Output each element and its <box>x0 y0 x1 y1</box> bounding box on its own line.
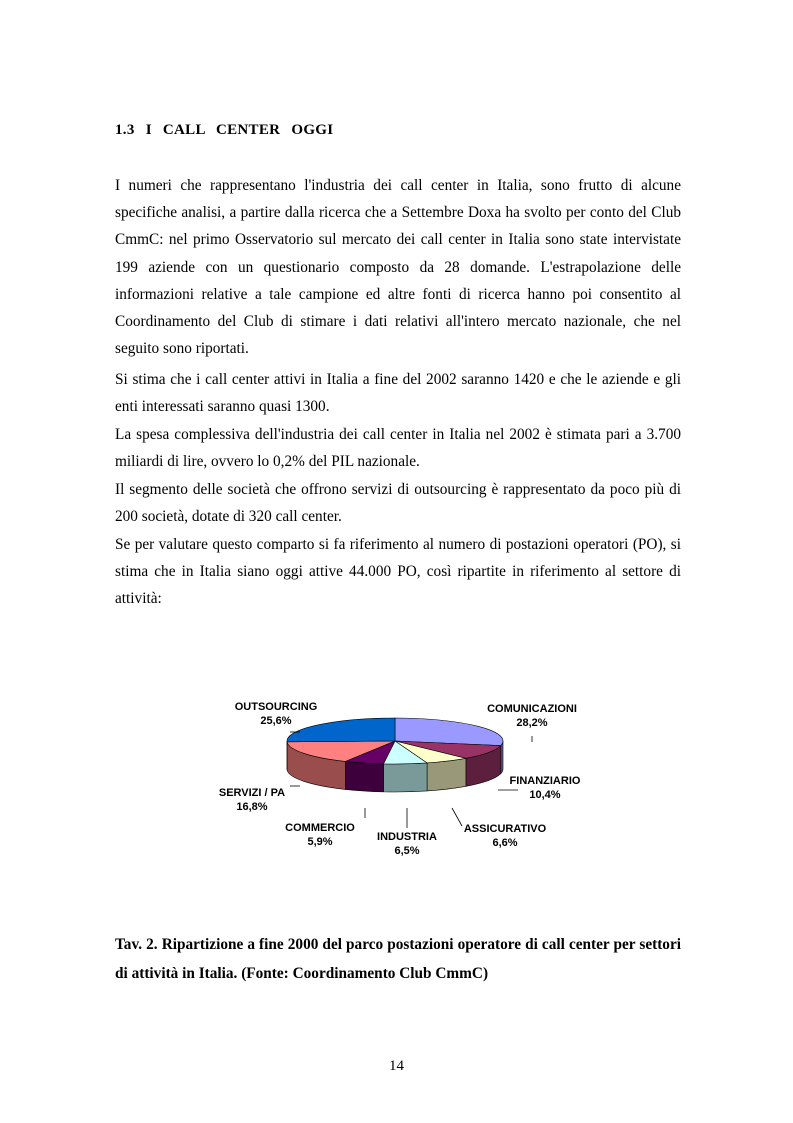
slice-label: INDUSTRIA <box>377 831 437 843</box>
slice-value-label: 5,9% <box>307 836 333 848</box>
slice-value-label: 6,5% <box>394 845 420 857</box>
slice-value-label: 10,4% <box>529 789 561 801</box>
slice-label: COMUNICAZIONI <box>487 703 577 715</box>
slice-value-label: 6,6% <box>492 837 518 849</box>
pie-tops <box>287 718 503 764</box>
paragraph: Si stima che i call center attivi in Italia a fine del 2002 saranno 1420 e che le aziende e gli enti interessati saranno quasi 1300. <box>115 371 681 416</box>
pie-slice <box>287 718 395 742</box>
leader-line <box>452 808 462 826</box>
section-heading: 1.3 I CALL CENTER OGGI <box>115 122 334 138</box>
figure-caption: Tav. 2. Ripartizione a fine 2000 del parco postazioni operatore di call center per settori di attività in Italia. (Fonte: Coordinamento Club CmmC) <box>115 936 681 982</box>
slice-value-label: 25,6% <box>260 715 292 727</box>
pie-side-3 <box>383 763 427 792</box>
pie-chart <box>200 690 580 865</box>
page-number: 14 <box>389 1058 404 1074</box>
slice-value-label: 28,2% <box>516 717 548 729</box>
slice-label: SERVIZI / PA <box>218 787 286 799</box>
slice-value-label: 16,8% <box>236 801 268 813</box>
slice-label: ASSICURATIVO <box>463 823 547 835</box>
slice-label: OUTSOURCING <box>234 701 318 713</box>
pie-side-4 <box>345 761 383 791</box>
pie-side-0 <box>501 741 503 774</box>
paragraph: La spesa complessiva dell'industria dei call center in Italia nel 2002 è stimata pari a 3.700 miliardi di lire, ovvero lo 0,2% del PIL nazionale. <box>115 426 681 471</box>
pie-side-2 <box>427 758 466 791</box>
paragraph: Il segmento delle società che offrono servizi di outsourcing è rappresentato da poco più di 200 società, dotate di 320 call center. <box>115 481 681 526</box>
slice-label: FINANZIARIO <box>509 775 580 787</box>
paragraph: Se per valutare questo comparto si fa riferimento al numero di postazioni operatori (PO), si stima che in Italia siano oggi attive 44.000 PO, così ripartite in riferimento al settore di attività: <box>115 536 681 608</box>
slice-label: COMMERCIO <box>285 822 355 834</box>
paragraph: I numeri che rappresentano l'industria dei call center in Italia, sono frutto di alcune specifiche analisi, a partire dalla ricerca che a Settembre Doxa ha svolto per conto del Club CmmC: nel primo Osservatorio sul mercato dei call center in Italia sono state intervistate 199 aziende con un questionario composto da 28 domande. L'estrapolazione delle informazioni relative a tale campione ed altre fonti di ricerca hanno poi consentito al Coordinamento del Club di stimare i dati relativi all'intero mercato nazionale, che nel seguito sono riportati. <box>115 177 681 358</box>
